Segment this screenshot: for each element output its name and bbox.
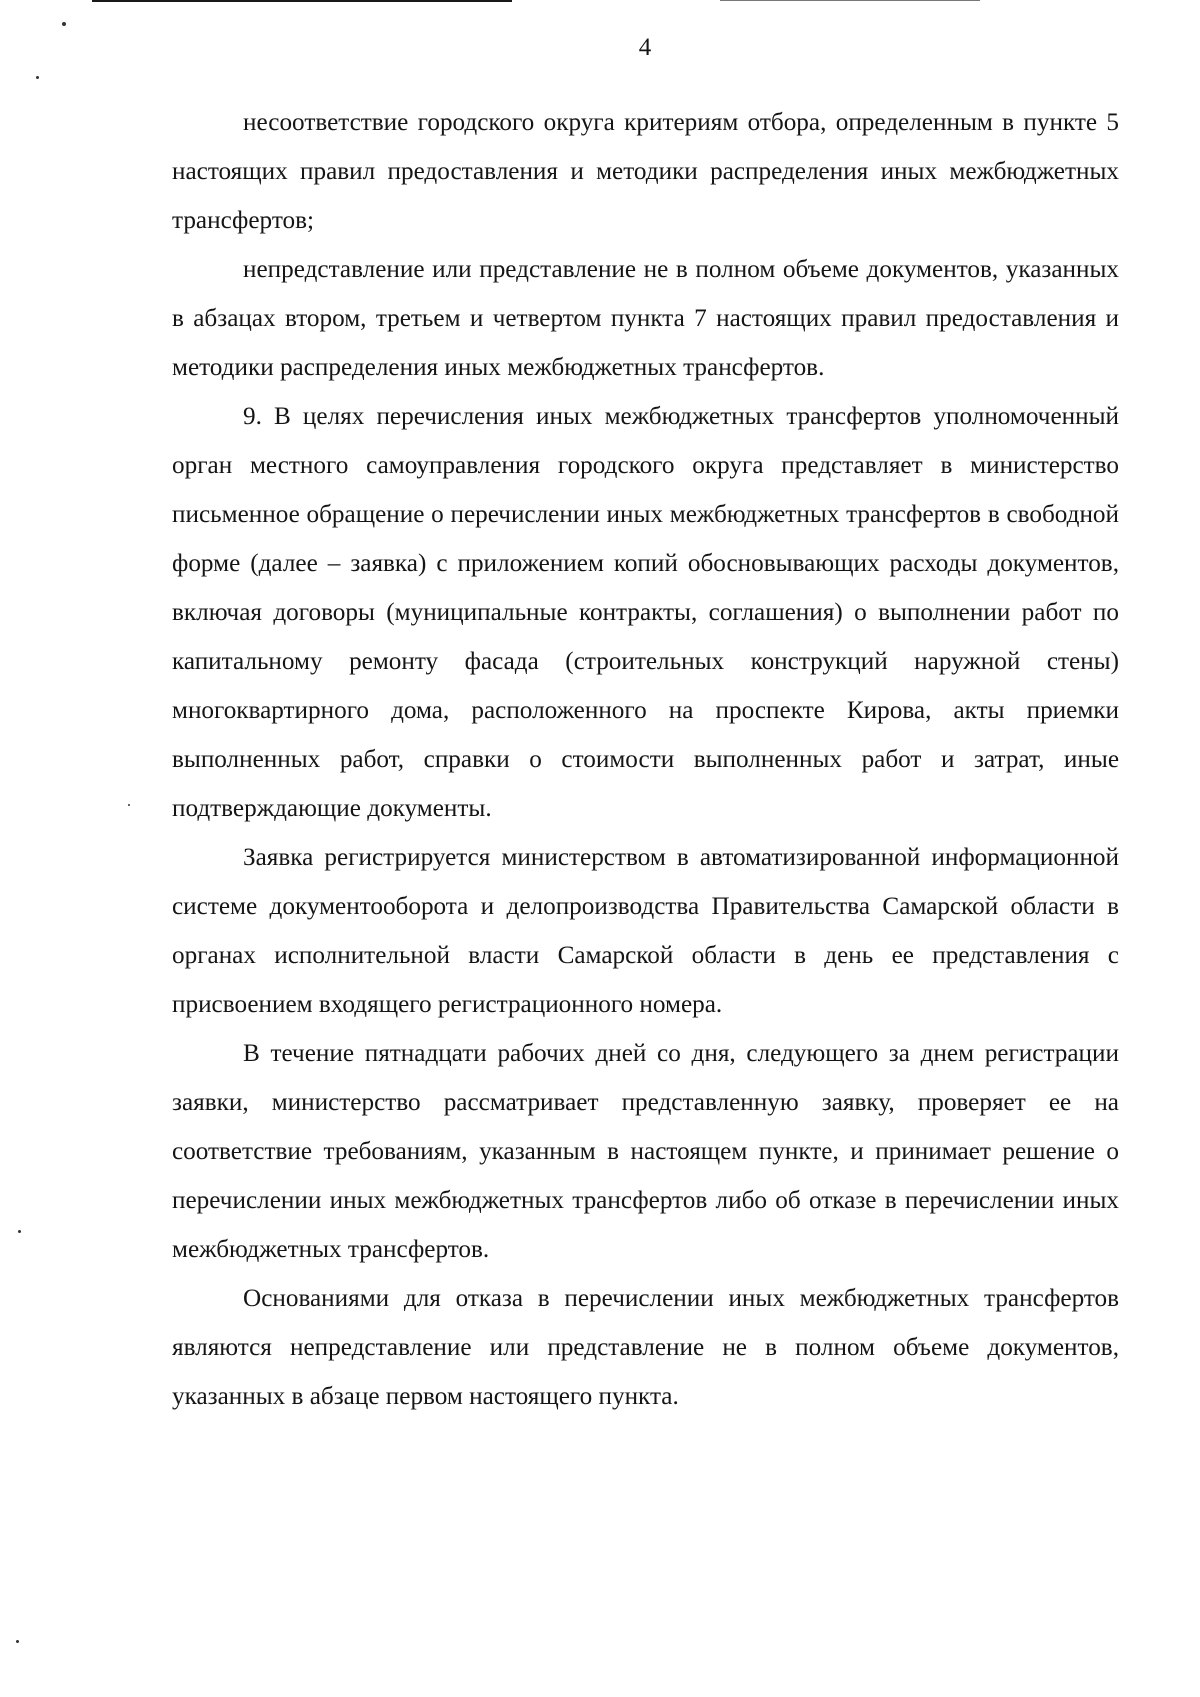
paragraph: 9. В целях перечисления иных межбюджетных трансфертов уполномоченный орган местного самоуправления городского округа представляет в министерство письменное обращение о перечислении иных межбюджетных трансфертов в свободной форме (далее – заявка) с приложением копий обосновывающих расходы документов, включая договоры (муниципальные контракты, соглашения) о выполнении работ по капитальному ремонту фасада (строительных конструкций наружной стены) многоквартирного дома, расположенного на проспекте Кирова, акты приемки выполненных работ, справки о стоимости выполненных работ и затрат, иные подтверждающие документы. [172, 403, 1119, 822]
document-body [172, 98, 1119, 1421]
scan-speck [18, 1230, 21, 1233]
scan-speck [62, 22, 66, 26]
paragraph: Основаниями для отказа в перечислении иных межбюджетных трансфертов являются непредставление или представление не в полном объеме документов, указанных в абзаце первом настоящего пункта. [172, 1285, 1119, 1410]
scan-speck [128, 804, 130, 806]
paragraph: Заявка регистрируется министерством в автоматизированной информационной системе документооборота и делопроизводства Правительства Самарской области в органах исполнительной власти Самарской области в день ее представления с присвоением входящего регистрационного номера. [172, 844, 1119, 1018]
scan-edge-mark [720, 0, 980, 1]
paragraph: несоответствие городского округа критериям отбора, определенным в пункте 5 настоящих правил предоставления и методики распределения иных межбюджетных трансфертов; [172, 109, 1119, 234]
scan-edge-mark [92, 0, 512, 2]
page-number: 4 [638, 34, 652, 61]
paragraph: непредставление или представление не в полном объеме документов, указанных в абзацах втором, третьем и четвертом пункта 7 настоящих правил предоставления и методики распределения иных межбюджетных трансфертов. [172, 256, 1119, 381]
paragraph: В течение пятнадцати рабочих дней со дня, следующего за днем регистрации заявки, министерство рассматривает представленную заявку, проверяет ее на соответствие требованиям, указанным в настоящем пункте, и принимает решение о перечислении иных межбюджетных трансфертов либо об отказе в перечислении иных межбюджетных трансфертов. [172, 1040, 1119, 1263]
scan-speck [16, 1640, 19, 1643]
scan-speck [36, 76, 39, 79]
